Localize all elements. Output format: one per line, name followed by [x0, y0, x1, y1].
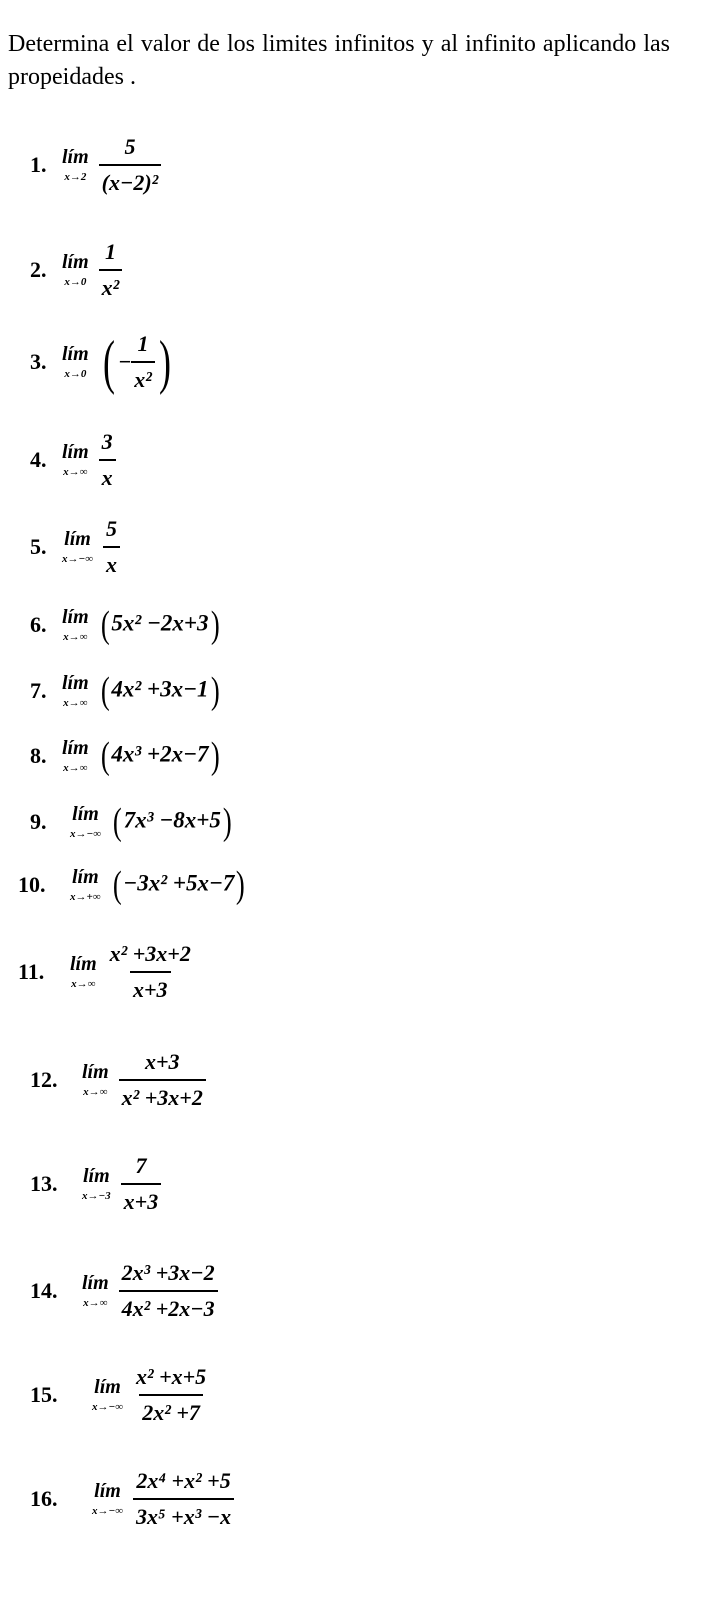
- limit-operator: [82, 1272, 109, 1310]
- limit-word: lím: [83, 1165, 110, 1187]
- problem-number: 3.: [30, 349, 47, 374]
- expression-text: 5x² −2x+3: [111, 610, 209, 636]
- left-parenthesis: (: [112, 864, 122, 906]
- problem-number: 4.: [30, 447, 47, 472]
- limit-operator: [62, 672, 89, 710]
- problem-item: [30, 737, 221, 775]
- right-parenthesis: ): [158, 329, 171, 395]
- limit-operator: [82, 1165, 111, 1203]
- fraction-numerator: 5: [124, 134, 136, 159]
- problem-item: [30, 1363, 209, 1427]
- instructions-text: Determina el valor de los limites infinitos y al infinito aplicando las propeidades .: [8, 31, 670, 90]
- limit-word: lím: [62, 441, 89, 463]
- expression-text: 4x³ +2x−7: [111, 741, 209, 767]
- limit-subscript: x→∞: [83, 1086, 108, 1098]
- problem-number: 16.: [30, 1486, 58, 1511]
- problem-item: [18, 866, 247, 904]
- problem-item: [30, 1467, 234, 1531]
- limit-subscript: x→−∞: [92, 1401, 124, 1413]
- minus-sign: −: [118, 349, 132, 374]
- limit-operator: [82, 1061, 109, 1099]
- fraction-numerator: 7: [135, 1153, 147, 1178]
- polynomial-expression: [111, 803, 234, 841]
- problem-item: [30, 330, 175, 394]
- limit-operator: [62, 441, 89, 479]
- problem-number: 9.: [30, 809, 47, 834]
- limit-subscript: x→∞: [63, 631, 88, 643]
- fraction: [119, 1259, 218, 1323]
- limit-operator: [92, 1480, 123, 1518]
- problem-number: 6.: [30, 612, 47, 637]
- limit-word: lím: [94, 1480, 121, 1502]
- problem-number: 7.: [30, 678, 47, 703]
- limit-word: lím: [70, 953, 97, 975]
- limit-subscript: x→0: [64, 276, 87, 288]
- expression-text: 4x² +3x−1: [111, 676, 209, 702]
- fraction: [103, 515, 120, 579]
- limit-operator: [62, 251, 89, 289]
- limit-word: lím: [62, 737, 89, 759]
- fraction: [133, 1363, 209, 1427]
- fraction: [131, 330, 155, 394]
- limit-operator: [70, 866, 101, 904]
- polynomial-expression: [99, 737, 222, 775]
- left-parenthesis: (: [100, 604, 110, 646]
- fraction: [119, 1048, 206, 1112]
- fraction: [121, 1152, 162, 1216]
- problem-item: [30, 238, 122, 302]
- fraction-denominator: 3x⁵ +x³ −x: [133, 1498, 234, 1531]
- limit-word: lím: [64, 528, 91, 550]
- problem-number: 13.: [30, 1171, 58, 1196]
- limit-word: lím: [62, 251, 89, 273]
- left-parenthesis: (: [100, 670, 110, 712]
- limit-word: lím: [82, 1061, 109, 1083]
- fraction-numerator: x² +x+5: [136, 1364, 207, 1389]
- problem-item: [30, 1048, 206, 1112]
- problem-item: [18, 940, 194, 1004]
- limit-word: lím: [62, 343, 89, 365]
- limit-subscript: x→−∞: [70, 828, 102, 840]
- limit-word: lím: [62, 606, 89, 628]
- polynomial-expression: [111, 866, 247, 904]
- limit-subscript: x→−3: [82, 1190, 111, 1202]
- fraction-numerator: x+3: [144, 1049, 180, 1074]
- limit-word: lím: [62, 672, 89, 694]
- limit-word: lím: [94, 1376, 121, 1398]
- fraction-numerator: 1: [137, 331, 149, 356]
- fraction-denominator: 2x² +7: [139, 1394, 203, 1427]
- problem-item: [30, 515, 120, 579]
- limit-operator: [62, 737, 89, 775]
- fraction: [133, 1467, 234, 1531]
- fraction: [107, 940, 194, 1004]
- problem-number: 2.: [30, 257, 47, 282]
- right-parenthesis: ): [210, 735, 220, 777]
- fraction-denominator: 4x² +2x−3: [119, 1290, 218, 1323]
- limit-operator: [62, 606, 89, 644]
- limit-word: lím: [82, 1272, 109, 1294]
- problem-item: [30, 428, 116, 492]
- fraction-denominator: x+3: [130, 971, 171, 1004]
- limit-word: lím: [62, 146, 89, 168]
- fraction-denominator: x+3: [121, 1183, 162, 1216]
- problem-item: [30, 672, 221, 710]
- fraction-denominator: x² +3x+2: [119, 1079, 206, 1112]
- left-parenthesis: (: [102, 329, 115, 395]
- limit-operator: [92, 1376, 123, 1414]
- limit-subscript: x→∞: [83, 1297, 108, 1309]
- limit-subscript: x→∞: [63, 697, 88, 709]
- limit-operator: [62, 146, 89, 184]
- fraction: [99, 238, 123, 302]
- limit-subscript: x→2: [64, 171, 87, 183]
- problem-item: [30, 803, 234, 841]
- limit-word: lím: [72, 803, 99, 825]
- fraction-numerator: x² +3x+2: [109, 941, 191, 966]
- limit-operator: [62, 528, 93, 566]
- problem-item: [30, 1259, 218, 1323]
- problem-number: 12.: [30, 1067, 58, 1092]
- problem-item: [30, 606, 221, 644]
- problem-number: 1.: [30, 152, 47, 177]
- right-parenthesis: ): [236, 864, 246, 906]
- limit-operator: [70, 953, 97, 991]
- problem-number: 15.: [30, 1382, 58, 1407]
- fraction-denominator: (x−2)²: [99, 164, 162, 197]
- polynomial-expression: [99, 672, 222, 710]
- right-parenthesis: ): [222, 801, 232, 843]
- problem-number: 5.: [30, 534, 47, 559]
- limit-subscript: x→0: [64, 368, 87, 380]
- fraction: [99, 133, 162, 197]
- limit-operator: [62, 343, 89, 381]
- fraction-numerator: 2x³ +3x−2: [121, 1260, 215, 1285]
- limit-subscript: x→−∞: [62, 553, 94, 565]
- expression-text: −3x² +5x−7: [123, 870, 235, 896]
- left-parenthesis: (: [100, 735, 110, 777]
- fraction-numerator: 1: [104, 239, 116, 264]
- fraction-denominator: x: [103, 546, 120, 579]
- limit-subscript: x→∞: [63, 762, 88, 774]
- limit-subscript: x→∞: [71, 978, 96, 990]
- problem-number: 10.: [18, 872, 46, 897]
- problem-number: 14.: [30, 1278, 58, 1303]
- limit-word: lím: [71, 866, 99, 888]
- right-parenthesis: ): [210, 604, 220, 646]
- problem-item: [30, 133, 161, 197]
- left-parenthesis: (: [112, 801, 122, 843]
- problem-item: [30, 1152, 161, 1216]
- problem-number: 8.: [30, 743, 47, 768]
- expression-text: 7x³ −8x+5: [123, 807, 221, 833]
- fraction-denominator: x: [99, 459, 116, 492]
- polynomial-expression: [99, 606, 222, 644]
- fraction-numerator: 3: [101, 429, 113, 454]
- fraction: [99, 428, 116, 492]
- limit-subscript: x→+∞: [70, 891, 101, 903]
- fraction-numerator: 5: [106, 516, 118, 541]
- problem-number: 11.: [18, 959, 45, 984]
- limit-subscript: x→−∞: [92, 1505, 124, 1517]
- limit-operator: [70, 803, 101, 841]
- fraction-numerator: 2x⁴ +x² +5: [136, 1468, 231, 1493]
- fraction-denominator: x²: [131, 361, 155, 394]
- fraction-denominator: x²: [99, 269, 123, 302]
- right-parenthesis: ): [210, 670, 220, 712]
- limit-subscript: x→∞: [63, 466, 88, 478]
